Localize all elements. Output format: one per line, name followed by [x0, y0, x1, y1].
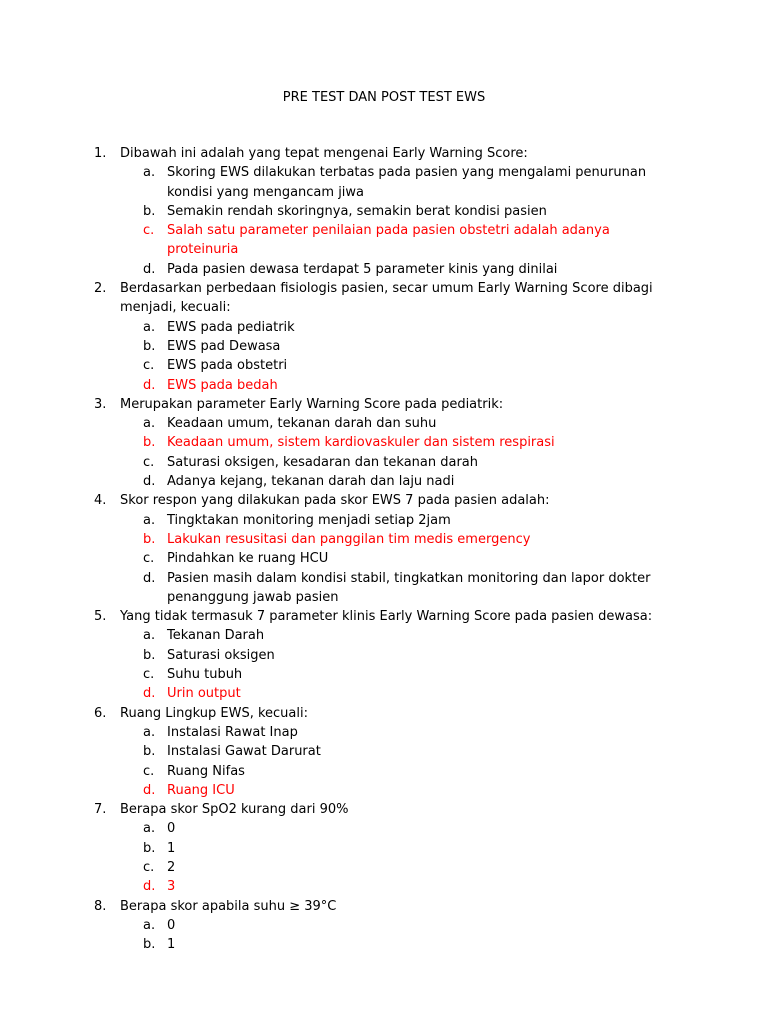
option-item [0, 569, 768, 608]
option-text: Urin output [167, 686, 241, 702]
option-text: Tingktakan monitoring menjadi setiap 2jam [167, 512, 451, 528]
question-number: 5. [94, 609, 107, 625]
option-text: 1 [167, 840, 176, 856]
question-item [0, 607, 768, 703]
question-item [0, 800, 768, 896]
option-item-answer [0, 376, 768, 395]
option-letter: c. [143, 763, 155, 779]
question-number: 2. [94, 281, 107, 297]
option-list [0, 414, 768, 491]
question-item [0, 279, 768, 395]
option-letter: a. [143, 628, 156, 644]
option-letter: b. [143, 840, 156, 856]
option-letter: a. [143, 512, 156, 528]
option-text: 2 [167, 859, 176, 875]
option-item [0, 318, 768, 337]
option-text: Instalasi Rawat Inap [167, 724, 298, 740]
question-number: 8. [94, 898, 107, 914]
option-item [0, 723, 768, 742]
option-letter: a. [143, 917, 156, 933]
option-item [0, 935, 768, 954]
option-text: Pasien masih dalam kondisi stabil, tingkatkan monitoring dan lapor dokter penanggung jawab pasien [167, 570, 651, 605]
question-text: Dibawah ini adalah yang tepat mengenai Early Warning Score: [120, 146, 528, 161]
option-item [0, 337, 768, 356]
option-item [0, 472, 768, 491]
question-item [0, 491, 768, 607]
option-text: Semakin rendah skoringnya, semakin berat kondisi pasien [167, 203, 547, 219]
option-text: Adanya kejang, tekanan darah dan laju nadi [167, 474, 455, 490]
option-letter: a. [143, 724, 156, 740]
option-item [0, 665, 768, 684]
option-text: Tekanan Darah [167, 628, 265, 644]
option-text: Skoring EWS dilakukan terbatas pada pasien yang mengalami penurunan kondisi yang mengancam jiwa [167, 165, 647, 200]
question-text: Yang tidak termasuk 7 parameter klinis Early Warning Score pada pasien dewasa: [120, 609, 653, 625]
question-number: 1. [94, 146, 107, 161]
option-text: Saturasi oksigen [167, 647, 275, 663]
option-item [0, 742, 768, 761]
option-text: Pindahkan ke ruang HCU [167, 551, 329, 567]
question-number: 4. [94, 493, 107, 509]
option-text: 1 [167, 937, 176, 953]
option-letter: d. [143, 686, 156, 702]
question-text: Ruang Lingkup EWS, kecuali: [120, 705, 308, 721]
option-text: Instalasi Gawat Darurat [167, 744, 321, 760]
option-letter: a. [143, 416, 156, 432]
option-text: Pada pasien dewasa terdapat 5 parameter kinis yang dinilai [167, 261, 558, 277]
option-item [0, 762, 768, 781]
option-text: Keadaan umum, sistem kardiovaskuler dan sistem respirasi [167, 435, 555, 451]
option-list [0, 511, 768, 607]
question-item [0, 144, 768, 279]
option-letter: d. [143, 377, 156, 393]
option-letter: c. [143, 223, 155, 239]
option-letter: b. [143, 744, 156, 760]
option-item [0, 202, 768, 221]
option-item [0, 549, 768, 568]
option-letter: c. [143, 454, 155, 470]
option-text: EWS pad Dewasa [167, 338, 281, 354]
option-list [0, 819, 768, 896]
option-letter: a. [143, 319, 156, 335]
option-item [0, 858, 768, 877]
option-text: Ruang Nifas [167, 763, 245, 779]
option-letter: c. [143, 358, 155, 374]
option-item [0, 646, 768, 665]
option-text: Ruang ICU [167, 782, 235, 798]
question-text: Merupakan parameter Early Warning Score pada pediatrik: [120, 396, 504, 412]
option-item [0, 356, 768, 375]
option-text: EWS pada obstetri [167, 358, 288, 374]
option-item-answer [0, 684, 768, 703]
option-letter: b. [143, 937, 156, 953]
option-letter: c. [143, 667, 155, 683]
option-letter: b. [143, 647, 156, 663]
option-letter: a. [143, 821, 156, 837]
option-list [0, 163, 768, 279]
question-list [0, 144, 768, 954]
option-item-answer [0, 877, 768, 896]
option-text: 0 [167, 821, 176, 837]
option-item [0, 839, 768, 858]
option-item [0, 916, 768, 935]
option-item [0, 819, 768, 838]
option-text: EWS pada pediatrik [167, 319, 295, 335]
option-letter: d. [143, 570, 156, 586]
option-letter: d. [143, 782, 156, 798]
option-list [0, 723, 768, 800]
question-item [0, 395, 768, 491]
option-item [0, 414, 768, 433]
option-letter: c. [143, 859, 155, 875]
option-letter: b. [143, 531, 156, 547]
question-text: Berdasarkan perbedaan fisiologis pasien, secar umum Early Warning Score dibagi menjadi, kecuali: [120, 281, 653, 316]
question-item [0, 897, 768, 955]
option-text: Keadaan umum, tekanan darah dan suhu [167, 416, 437, 432]
question-item [0, 704, 768, 800]
question-number: 7. [94, 802, 107, 818]
option-text: Salah satu parameter penilaian pada pasien obstetri adalah adanya proteinuria [167, 223, 610, 258]
option-item [0, 453, 768, 472]
option-item [0, 260, 768, 279]
option-list [0, 318, 768, 395]
option-text: Lakukan resusitasi dan panggilan tim medis emergency [167, 531, 531, 547]
option-letter: b. [143, 338, 156, 354]
option-letter: c. [143, 551, 155, 567]
option-item [0, 511, 768, 530]
option-letter: b. [143, 203, 156, 219]
question-text: Berapa skor apabila suhu ≥ 39°C [120, 898, 337, 914]
option-text: 3 [167, 879, 176, 895]
option-item [0, 163, 768, 202]
option-item [0, 626, 768, 645]
option-text: Suhu tubuh [167, 667, 243, 683]
option-item-answer [0, 530, 768, 549]
question-number: 3. [94, 396, 107, 412]
option-letter: a. [143, 165, 156, 181]
option-list [0, 626, 768, 703]
option-letter: d. [143, 879, 156, 895]
page-title: PRE TEST DAN POST TEST EWS [282, 90, 486, 105]
question-number: 6. [94, 705, 107, 721]
option-letter: b. [143, 435, 156, 451]
option-letter: d. [143, 261, 156, 277]
option-item-answer [0, 781, 768, 800]
question-text: Berapa skor SpO2 kurang dari 90% [120, 802, 349, 818]
question-text: Skor respon yang dilakukan pada skor EWS 7 pada pasien adalah: [120, 493, 550, 509]
option-text: EWS pada bedah [167, 377, 278, 393]
option-text: Saturasi oksigen, kesadaran dan tekanan darah [167, 454, 479, 470]
option-text: 0 [167, 917, 176, 933]
option-item-answer [0, 221, 768, 260]
option-letter: d. [143, 474, 156, 490]
option-list [0, 916, 768, 955]
option-item-answer [0, 433, 768, 452]
